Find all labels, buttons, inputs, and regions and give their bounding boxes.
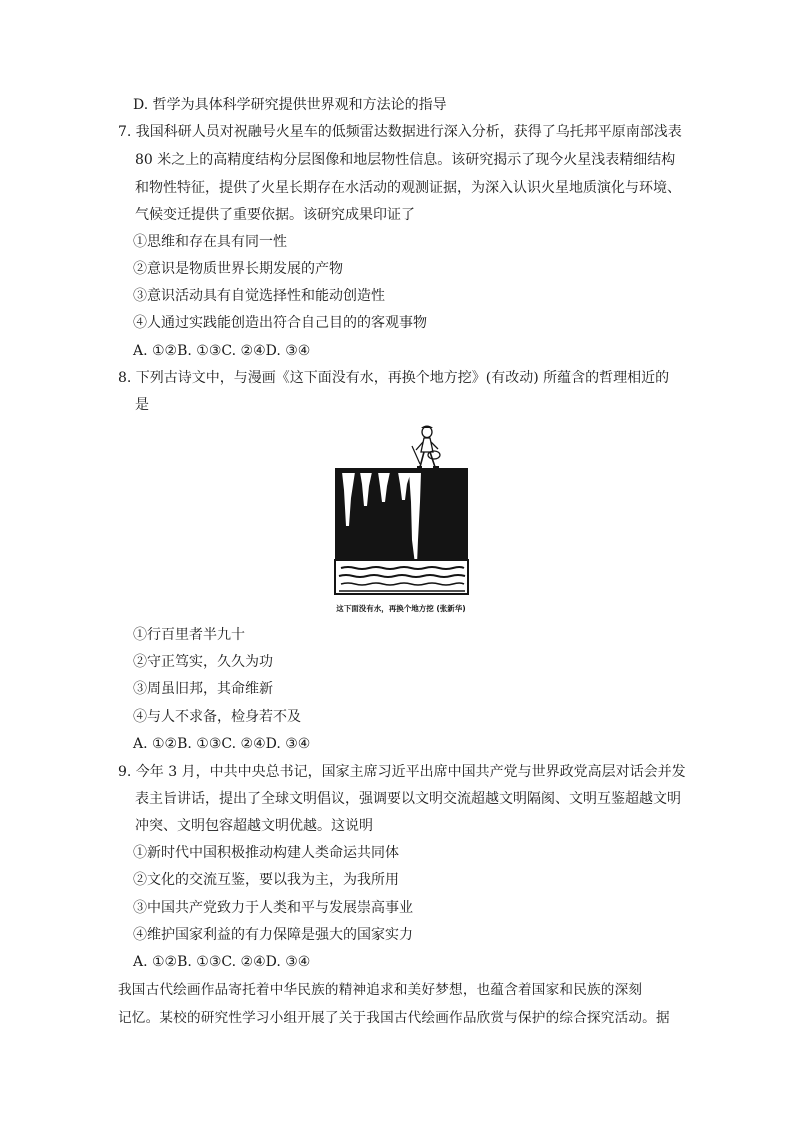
q8-option-3: ③周虽旧邦，其命维新	[133, 681, 273, 697]
q9-option-1: ①新时代中国积极推动构建人类命运共同体	[133, 845, 399, 861]
q7-stem-line-2: 80 米之上的高精度结构分层图像和地层物性信息。该研究揭示了现今火星浅表精细结构	[135, 152, 676, 168]
q8-option-2: ②守正笃实，久久为功	[133, 654, 273, 670]
passage-line-1: 我国古代绘画作品寄托着中华民族的精神追求和美好梦想，也蕴含着国家和民族的深刻	[118, 982, 643, 998]
q8-answer-choices: A. ①②B. ①③C. ②④D. ③④	[133, 736, 311, 752]
q9-option-3: ③中国共产党致力于人类和平与发展崇高事业	[133, 900, 413, 916]
man-with-shovel-figure	[412, 426, 440, 468]
q9-stem-line-1: 9. 今年 3 月，中共中央总书记，国家主席习近平出席中国共产党与世界政党高层对话会并发	[118, 764, 686, 780]
q7-option-3: ③意识活动具有自觉选择性和能动创造性	[133, 288, 385, 304]
q7-stem-line-4: 气候变迁提供了重要依据。该研究成果印证了	[135, 207, 415, 223]
q7-answer-choices: A. ①②B. ①③C. ②④D. ③④	[133, 343, 311, 359]
q7-option-1: ①思维和存在具有同一性	[133, 234, 287, 250]
passage-line-2: 记忆。某校的研究性学习小组开展了关于我国古代绘画作品欣赏与保护的综合探究活动。据	[118, 1010, 670, 1026]
q8-stem-line-2: 是	[135, 397, 149, 413]
q8-stem-line-1: 8. 下列古诗文中，与漫画《这下面没有水，再换个地方挖》(有改动) 所蕴含的哲理相近的	[118, 370, 670, 386]
q9-answer-choices: A. ①②B. ①③C. ②④D. ③④	[133, 954, 311, 970]
q9-option-4: ④维护国家利益的有力保障是强大的国家实力	[133, 927, 413, 943]
q9-option-2: ②文化的交流互鉴，要以我为主，为我所用	[133, 872, 399, 888]
cartoon-caption: 这下面没有水，再换个地方挖 (张新华)	[336, 604, 466, 613]
q6-option-d: D. 哲学为具体科学研究提供世界观和方法论的指导	[133, 97, 447, 113]
q9-stem-line-3: 冲突、文明包容超越文明优越。这说明	[135, 818, 373, 834]
q8-option-1: ①行百里者半九十	[133, 627, 245, 643]
q7-stem-line-3: 和物性特征，提供了火星长期存在水活动的观测证据，为深入认识火星地质演化与环境、	[135, 180, 681, 196]
q9-stem-line-2: 表主旨讲话，提出了全球文明倡议，强调要以文明交流超越文明隔阂、文明互鉴超越文明	[135, 791, 681, 807]
cartoon-illustration	[308, 422, 494, 618]
q7-option-4: ④人通过实践能创造出符合自己目的的客观事物	[133, 315, 427, 331]
q8-option-4: ④与人不求备，检身若不及	[133, 709, 301, 725]
q7-stem-line-1: 7. 我国科研人员对祝融号火星车的低频雷达数据进行深入分析，获得了乌托邦平原南部浅表	[118, 124, 682, 140]
q7-option-2: ②意识是物质世界长期发展的产物	[133, 261, 343, 277]
